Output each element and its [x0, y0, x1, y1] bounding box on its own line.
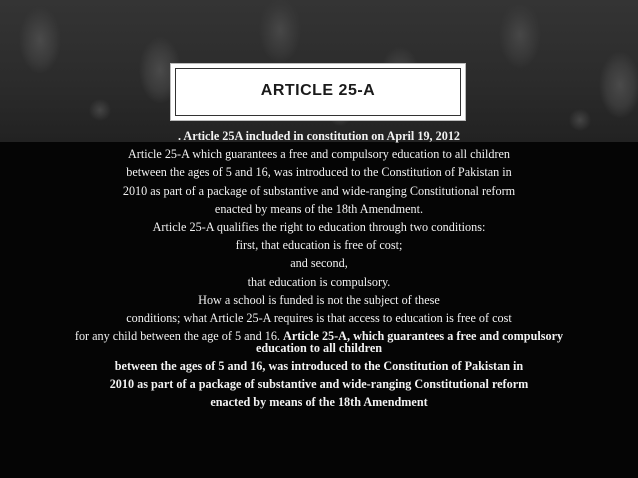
- mixed-line-bold: Article 25-A, which guarantees a free and compulsory: [283, 329, 564, 344]
- paragraph-line: first, that education is free of cost;: [235, 238, 403, 253]
- paragraph-line: and second,: [290, 256, 348, 271]
- paragraph-line: Article 25-A which guarantees a free and compulsory education to all children: [127, 147, 511, 162]
- paragraph-line: enacted by means of the 18th Amendment.: [214, 201, 424, 216]
- bold-line: enacted by means of the 18th Amendment: [210, 395, 428, 410]
- paragraph-line: conditions; what Article 25-A requires is that access to education is free of cost: [126, 310, 512, 325]
- bold-line: between the ages of 5 and 16, was introduced to the Constitution of Pakistan in: [114, 359, 524, 374]
- slide-title: ARTICLE 25-A: [260, 82, 376, 99]
- mixed-line-bold-continuation: education to all children: [255, 341, 383, 356]
- paragraph-line: that education is compulsory.: [247, 274, 391, 289]
- mixed-line-regular: for any child between the age of 5 and 16.: [74, 329, 280, 344]
- slide-body: [0, 127, 638, 412]
- lead-line: [0, 127, 638, 145]
- bold-line: 2010 as part of a package of substantive and wide-ranging Constitutional reform: [109, 377, 529, 392]
- lead-bullet: .: [177, 129, 182, 143]
- paragraph-line: How a school is funded is not the subject of these: [198, 292, 440, 307]
- mixed-line: [0, 327, 638, 354]
- paragraph-line: between the ages of 5 and 16, was introduced to the Constitution of Pakistan in: [126, 165, 512, 180]
- lead-text: Article 25A included in constitution on April 19, 2012: [183, 129, 461, 143]
- paragraph-line: Article 25-A qualifies the right to education through two conditions:: [152, 219, 486, 234]
- paragraph-line: 2010 as part of a package of substantive and wide-ranging Constitutional reform: [122, 183, 516, 198]
- title-box: [170, 63, 466, 121]
